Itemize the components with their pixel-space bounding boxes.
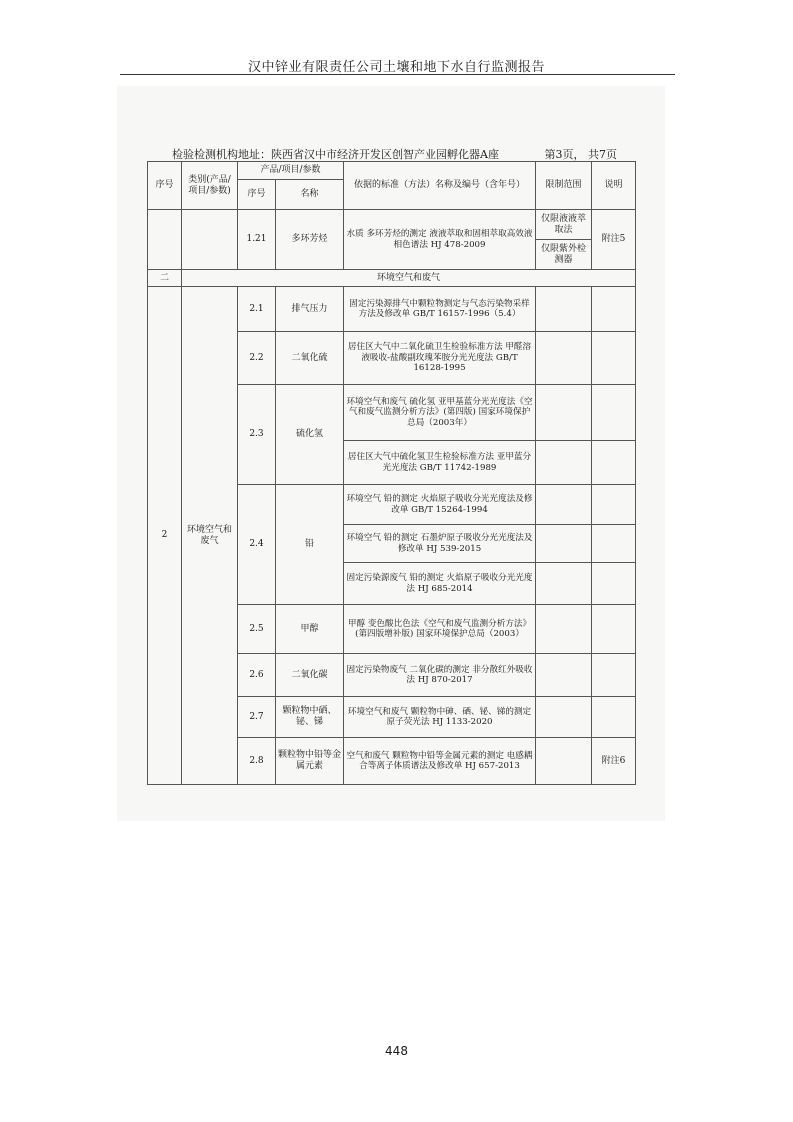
item-name: 排气压力 (276, 287, 344, 332)
col-header-standard: 依据的标准（方法）名称及编号（含年号） (344, 162, 536, 210)
method-table (147, 161, 636, 785)
item-limit: 仅限紫外检测器 (536, 240, 592, 270)
item-sub-no: 2.3 (238, 385, 276, 485)
col-header-category: 类别(产品/项目/参数) (182, 162, 238, 210)
col-header-sub-no: 序号 (238, 180, 276, 210)
lab-address: 检验检测机构地址：陕西省汉中市经济开发区创智产业园孵化器A座 (172, 148, 499, 161)
item-limit: 仅限液液萃取法 (536, 210, 592, 240)
item-standard: 居住区大气中硫化氢卫生检验标准方法 亚甲蓝分光光度法 GB/T 11742-1989 (344, 441, 536, 485)
footer-page-number: 448 (385, 1044, 408, 1058)
col-header-note: 说明 (592, 162, 636, 210)
item-standard: 居住区大气中二氧化硫卫生检验标准方法 甲醛溶液吸收-盐酸副玫瑰苯胺分光光度法 GB/T 16128-1995 (344, 332, 536, 385)
item-sub-no: 2.5 (238, 605, 276, 654)
col-header-no: 序号 (148, 162, 182, 210)
item-sub-no: 2.8 (238, 738, 276, 785)
report-title: 汉中锌业有限责任公司土壤和地下水自行监测报告 (247, 60, 545, 75)
item-name: 二氧化碳 (276, 654, 344, 697)
item-name: 甲醇 (276, 605, 344, 654)
item-sub-no: 2.6 (238, 654, 276, 697)
col-header-name: 名称 (276, 180, 344, 210)
table-row (148, 287, 636, 332)
item-standard: 甲醇 变色酸比色法《空气和废气监测分析方法》(第四版增补版) 国家环境保护总局（2003） (344, 605, 536, 654)
item-name: 颗粒物中铅等金属元素 (276, 738, 344, 785)
col-header-product-group: 产品/项目/参数 (238, 162, 344, 180)
item-sub-no: 2.7 (238, 697, 276, 738)
item-standard: 环境空气 铅的测定 石墨炉原子吸收分光光度法及修改单 HJ 539-2015 (344, 525, 536, 563)
item-standard: 固定污染源排气中颗粒物测定与气态污染物采样方法及修改单 GB/T 16157-1996（5.4） (344, 287, 536, 332)
table-row (148, 210, 636, 240)
item-sub-no: 2.1 (238, 287, 276, 332)
section-title: 环境空气和废气 (182, 270, 636, 287)
item-note: 附注5 (592, 210, 636, 270)
item-sub-no: 2.4 (238, 485, 276, 605)
header-rule (120, 74, 675, 75)
col-header-limit: 限制范围 (536, 162, 592, 210)
item-name: 二氧化硫 (276, 332, 344, 385)
item-standard: 环境空气和废气 颗粒物中砷、硒、铋、锑的测定 原子荧光法 HJ 1133-2020 (344, 697, 536, 738)
page-indicator: 第3页， 共7页 (544, 148, 617, 161)
item-standard: 固定污染源废气 铅的测定 火焰原子吸收分光光度法 HJ 685-2014 (344, 563, 536, 605)
item-name: 硫化氢 (276, 385, 344, 485)
item-standard: 环境空气 铅的测定 火焰原子吸收分光光度法及修改单 GB/T 15264-1994 (344, 485, 536, 525)
address-line (172, 146, 617, 160)
item-note: 附注6 (592, 738, 636, 785)
header-row (148, 162, 636, 180)
item-sub-no: 1.21 (238, 210, 276, 270)
item-name: 颗粒物中硒、铋、锑 (276, 697, 344, 738)
group-no: 2 (148, 287, 182, 785)
item-standard: 固定污染物废气 二氧化碳的测定 非分散红外吸收法 HJ 870-2017 (344, 654, 536, 697)
item-name: 铅 (276, 485, 344, 605)
item-standard: 空气和废气 颗粒物中铅等金属元素的测定 电感耦合等离子体质谱法及修改单 HJ 657-2013 (344, 738, 536, 785)
item-sub-no: 2.2 (238, 332, 276, 385)
section-row (148, 270, 636, 287)
item-standard: 水质 多环芳烃的测定 液液萃取和固相萃取高效液相色谱法 HJ 478-2009 (344, 210, 536, 270)
group-category: 环境空气和废气 (182, 287, 238, 785)
item-name: 多环芳烃 (276, 210, 344, 270)
item-standard: 环境空气和废气 硫化氢 亚甲基蓝分光光度法《空气和废气监测分析方法》(第四版) 国家环境保护总局（2003年） (344, 385, 536, 441)
section-no: 二 (148, 270, 182, 287)
